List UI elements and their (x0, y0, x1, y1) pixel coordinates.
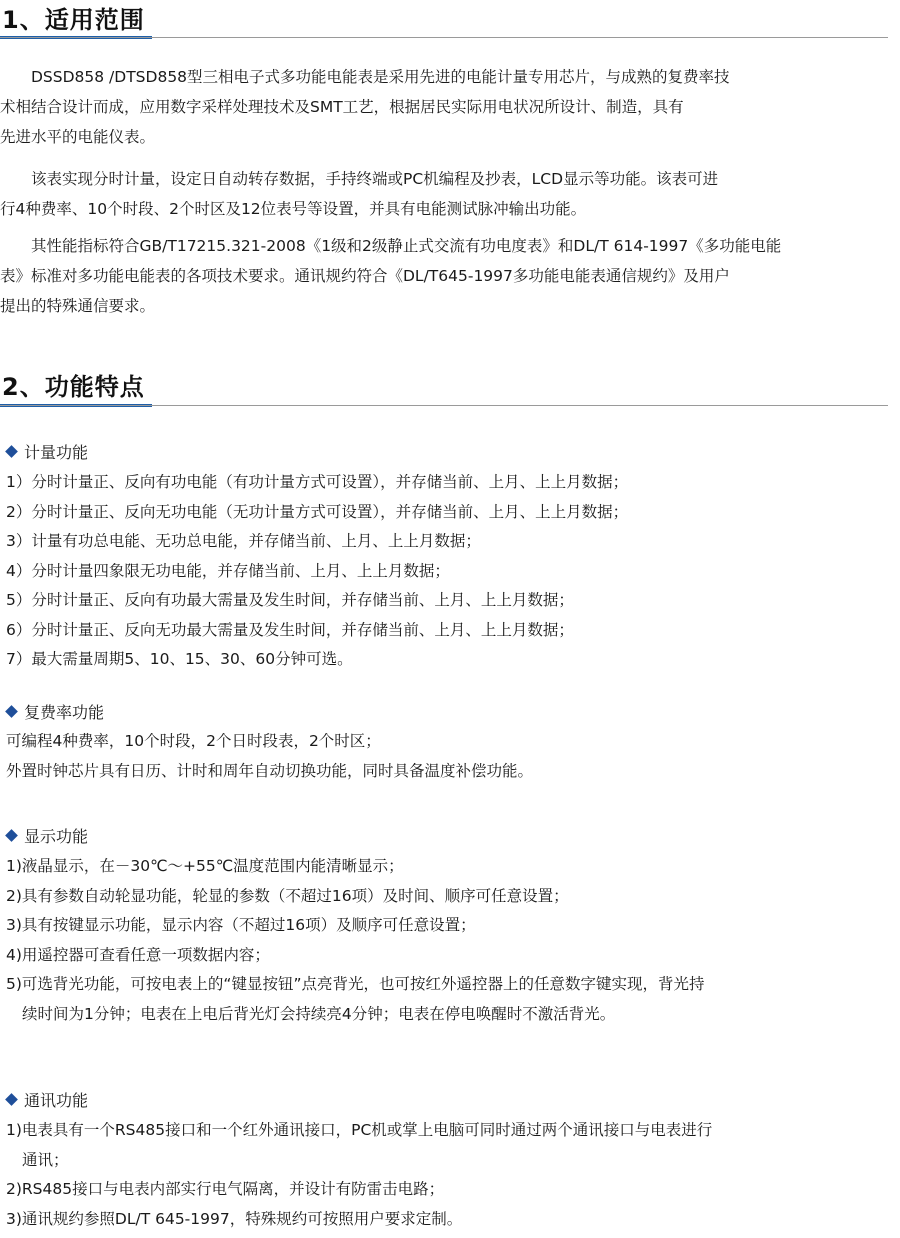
list-item-text: 外置时钟芯片具有日历、计时和周年自动切换功能，同时具备温度补偿功能。 (6, 761, 534, 780)
list-item-continuation: 续时间为1分钟；电表在上电后背光灯会持续亮4分钟；电表在停电唤醒时不激活背光。 (22, 1004, 616, 1023)
section-2-title: 2、功能特点 (2, 373, 145, 401)
group-title-text: 计量功能 (24, 443, 89, 462)
list-item (6, 727, 890, 757)
diamond-bullet-icon (5, 705, 18, 718)
list-item-text: 5）分时计量正、反向有功最大需量及发生时间，并存储当前、上月、上上月数据； (6, 591, 574, 609)
list-item (6, 527, 890, 557)
paragraph-features (0, 164, 888, 224)
group-title-communication (4, 1088, 88, 1111)
group-title-multi-rate (4, 700, 104, 723)
list-item-text: 1)电表具有一个RS485接口和一个红外通讯接口，PC机或掌上电脑可同时通过两个通讯接口与电表进行 (6, 1121, 713, 1139)
list-item (6, 911, 890, 941)
list-item-text: 2)具有参数自动轮显功能，轮显的参数（不超过16项）及时间、顺序可任意设置； (6, 886, 569, 905)
list-item-text: 1）分时计量正、反向有功电能（有功计量方式可设置），并存储当前、上月、上上月数据； (6, 473, 629, 491)
list-item-text: 5)可选背光功能，可按电表上的“键显按钮”点亮背光，也可按红外遥控器上的任意数字键实现，背光持 (6, 975, 705, 993)
communication-list (6, 1116, 890, 1234)
diamond-bullet-icon (5, 1093, 18, 1106)
paragraph-standards (0, 231, 888, 321)
paragraph-line: 其性能指标符合GB/T17215.321-2008《1级和2级静止式交流有功电度表》和DL/T 614-1997《多功能电能 (0, 237, 782, 255)
list-item (6, 1175, 890, 1205)
group-title-text: 显示功能 (24, 827, 89, 846)
list-item (6, 498, 890, 528)
list-item-text: 4)用遥控器可查看任意一项数据内容； (6, 945, 270, 964)
group-title-metering (4, 440, 88, 463)
list-item (6, 757, 890, 787)
list-item-text: 可编程4种费率，10个时段，2个日时段表，2个时区； (6, 732, 381, 750)
list-item (6, 1116, 890, 1175)
paragraph-line: 表》标准对多功能电能表的各项技术要求。通讯规约符合《DL/T645-1997多功能电能表通信规约》及用户 (0, 267, 730, 285)
list-item-continuation: 通讯； (22, 1150, 69, 1169)
paragraph-line: 术相结合设计而成，应用数字采样处理技术及SMT工艺，根据居民实际用电状况所设计、制造，具有 (0, 98, 684, 116)
list-item-text: 3)具有按键显示功能，显示内容（不超过16项）及顺序可任意设置； (6, 916, 476, 934)
list-item (6, 557, 890, 587)
list-item-text: 6）分时计量正、反向无功最大需量及发生时间，并存储当前、上月、上上月数据； (6, 620, 574, 639)
group-title-text: 复费率功能 (24, 703, 105, 722)
paragraph-line: 提出的特殊通信要求。 (0, 297, 156, 315)
group-title-text: 通讯功能 (24, 1091, 89, 1110)
group-title-display (4, 824, 88, 847)
list-item-text: 1)液晶显示，在－30℃～+55℃温度范围内能清晰显示； (6, 857, 404, 875)
paragraph-line: DSSD858 /DTSD858型三相电子式多功能电能表是采用先进的电能计量专用芯片，与成熟的复费率技 (0, 68, 730, 86)
metering-list (6, 468, 890, 675)
list-item-text: 2）分时计量正、反向无功电能（无功计量方式可设置），并存储当前、上月、上上月数据； (6, 502, 629, 521)
diamond-bullet-icon (5, 829, 18, 842)
list-item (6, 616, 890, 646)
diamond-bullet-icon (5, 445, 18, 458)
paragraph-line: 行4种费率、10个时段、2个时区及12位表号等设置，并具有电能测试脉冲输出功能。 (0, 200, 587, 218)
list-item (6, 1205, 890, 1235)
list-item-text: 3)通讯规约参照DL/T 645-1997，特殊规约可按照用户要求定制。 (6, 1209, 463, 1228)
paragraph-line: 该表实现分时计量，设定日自动转存数据，手持终端或PC机编程及抄表，LCD显示等功能。该表可进 (0, 170, 719, 188)
paragraph-intro (0, 62, 888, 152)
section-1-divider (0, 37, 888, 38)
list-item (6, 970, 890, 1029)
list-item (6, 645, 890, 675)
list-item (6, 941, 890, 971)
list-item (6, 468, 890, 498)
list-item-text: 2)RS485接口与电表内部实行电气隔离，并设计有防雷击电路； (6, 1180, 445, 1198)
list-item (6, 852, 890, 882)
multi-rate-list (6, 727, 890, 786)
paragraph-line: 先进水平的电能仪表。 (0, 128, 156, 146)
list-item (6, 586, 890, 616)
display-list (6, 852, 890, 1029)
list-item-text: 4）分时计量四象限无功电能，并存储当前、上月、上上月数据； (6, 561, 450, 580)
list-item-text: 3）计量有功总电能、无功总电能，并存储当前、上月、上上月数据； (6, 532, 481, 550)
section-2-divider (0, 405, 888, 406)
section-1-title: 1、适用范围 (2, 6, 145, 34)
list-item (6, 882, 890, 912)
list-item-text: 7）最大需量周期5、10、15、30、60分钟可选。 (6, 650, 353, 668)
